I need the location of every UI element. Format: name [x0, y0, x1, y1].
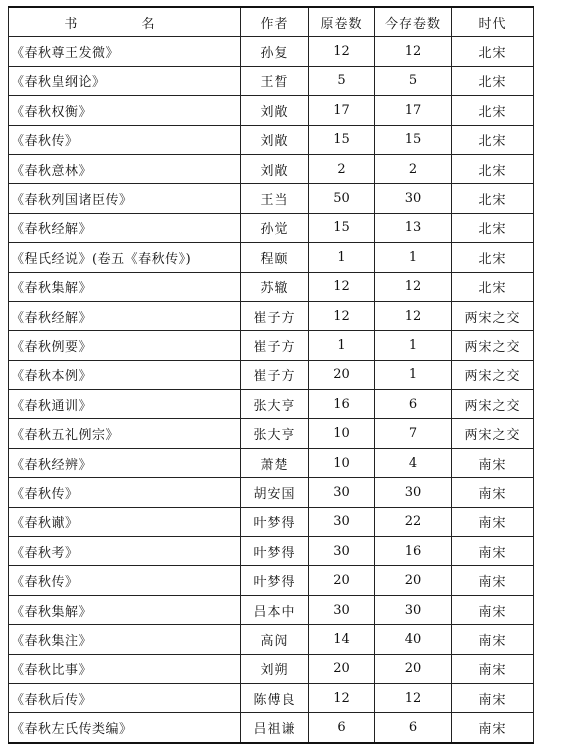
cell-original-volumes: 12 [309, 683, 375, 712]
table-row [9, 360, 534, 389]
cell-title: 《春秋集解》 [9, 595, 241, 624]
cell-title: 《春秋五礼例宗》 [9, 419, 241, 448]
cell-original-volumes: 20 [309, 360, 375, 389]
cell-author: 程颐 [241, 243, 309, 272]
cell-original-volumes: 30 [309, 537, 375, 566]
cell-author: 张大亨 [241, 419, 309, 448]
table-row [9, 331, 534, 360]
cell-era: 北宋 [452, 213, 534, 242]
cell-author: 孙复 [241, 37, 309, 66]
cell-extant-volumes: 4 [375, 448, 452, 477]
table-row [9, 507, 534, 536]
cell-era: 北宋 [452, 184, 534, 213]
cell-title: 《春秋左氏传类编》 [9, 713, 241, 743]
cell-original-volumes: 12 [309, 272, 375, 301]
table-row [9, 713, 534, 743]
cell-author: 吕本中 [241, 595, 309, 624]
cell-original-volumes: 12 [309, 301, 375, 330]
header-author: 作者 [241, 7, 309, 37]
cell-era: 南宋 [452, 595, 534, 624]
header-row [9, 7, 534, 37]
cell-title: 《春秋传》 [9, 478, 241, 507]
cell-title: 《春秋尊王发微》 [9, 37, 241, 66]
cell-era: 南宋 [452, 448, 534, 477]
cell-title: 《春秋本例》 [9, 360, 241, 389]
cell-extant-volumes: 22 [375, 507, 452, 536]
cell-era: 南宋 [452, 507, 534, 536]
table-row [9, 66, 534, 95]
cell-author: 刘敞 [241, 125, 309, 154]
cell-author: 刘敞 [241, 96, 309, 125]
cell-original-volumes: 16 [309, 390, 375, 419]
cell-extant-volumes: 15 [375, 125, 452, 154]
cell-title: 《春秋经解》 [9, 213, 241, 242]
cell-author: 萧楚 [241, 448, 309, 477]
table-row [9, 595, 534, 624]
cell-era: 北宋 [452, 37, 534, 66]
cell-author: 刘敞 [241, 154, 309, 183]
cell-extant-volumes: 7 [375, 419, 452, 448]
cell-original-volumes: 10 [309, 448, 375, 477]
table-row [9, 683, 534, 712]
cell-author: 张大亨 [241, 390, 309, 419]
cell-author: 叶梦得 [241, 537, 309, 566]
cell-original-volumes: 17 [309, 96, 375, 125]
cell-original-volumes: 14 [309, 625, 375, 654]
cell-era: 南宋 [452, 537, 534, 566]
cell-title: 《春秋通训》 [9, 390, 241, 419]
cell-author: 孙觉 [241, 213, 309, 242]
table-row [9, 125, 534, 154]
header-extant-volumes: 今存卷数 [375, 7, 452, 37]
cell-era: 两宋之交 [452, 331, 534, 360]
cell-era: 南宋 [452, 625, 534, 654]
cell-author: 胡安国 [241, 478, 309, 507]
cell-original-volumes: 20 [309, 654, 375, 683]
header-title: 书 名 [9, 7, 241, 37]
cell-author: 王晳 [241, 66, 309, 95]
cell-era: 两宋之交 [452, 419, 534, 448]
cell-title: 《春秋意林》 [9, 154, 241, 183]
cell-era: 北宋 [452, 96, 534, 125]
cell-extant-volumes: 1 [375, 243, 452, 272]
table-row [9, 243, 534, 272]
cell-era: 南宋 [452, 566, 534, 595]
table-row [9, 478, 534, 507]
cell-title: 《春秋集注》 [9, 625, 241, 654]
cell-original-volumes: 30 [309, 507, 375, 536]
cell-title: 《春秋经解》 [9, 301, 241, 330]
cell-author: 叶梦得 [241, 566, 309, 595]
table-row [9, 96, 534, 125]
cell-original-volumes: 12 [309, 37, 375, 66]
cell-original-volumes: 6 [309, 713, 375, 743]
table-body [9, 37, 534, 743]
cell-extant-volumes: 20 [375, 566, 452, 595]
cell-extant-volumes: 6 [375, 713, 452, 743]
table-row [9, 272, 534, 301]
cell-author: 崔子方 [241, 360, 309, 389]
cell-original-volumes: 50 [309, 184, 375, 213]
cell-extant-volumes: 13 [375, 213, 452, 242]
cell-extant-volumes: 2 [375, 154, 452, 183]
header-era: 时代 [452, 7, 534, 37]
cell-extant-volumes: 12 [375, 272, 452, 301]
cell-extant-volumes: 17 [375, 96, 452, 125]
table-row [9, 213, 534, 242]
cell-original-volumes: 10 [309, 419, 375, 448]
cell-extant-volumes: 12 [375, 301, 452, 330]
table-row [9, 625, 534, 654]
cell-title: 《春秋皇纲论》 [9, 66, 241, 95]
cell-author: 叶梦得 [241, 507, 309, 536]
table-row [9, 419, 534, 448]
cell-original-volumes: 30 [309, 478, 375, 507]
cell-era: 北宋 [452, 125, 534, 154]
cell-title: 《春秋传》 [9, 125, 241, 154]
table-row [9, 537, 534, 566]
cell-title: 《春秋经辨》 [9, 448, 241, 477]
cell-extant-volumes: 5 [375, 66, 452, 95]
cell-title: 《春秋列国诸臣传》 [9, 184, 241, 213]
cell-title: 《春秋集解》 [9, 272, 241, 301]
cell-title: 《春秋权衡》 [9, 96, 241, 125]
cell-extant-volumes: 1 [375, 360, 452, 389]
table-row [9, 301, 534, 330]
cell-extant-volumes: 30 [375, 595, 452, 624]
cell-title: 《春秋谳》 [9, 507, 241, 536]
cell-author: 陈傅良 [241, 683, 309, 712]
cell-original-volumes: 30 [309, 595, 375, 624]
cell-author: 崔子方 [241, 301, 309, 330]
cell-era: 北宋 [452, 272, 534, 301]
cell-extant-volumes: 1 [375, 331, 452, 360]
cell-era: 两宋之交 [452, 360, 534, 389]
cell-title: 《春秋后传》 [9, 683, 241, 712]
cell-era: 南宋 [452, 713, 534, 743]
cell-original-volumes: 1 [309, 331, 375, 360]
cell-extant-volumes: 30 [375, 478, 452, 507]
cell-extant-volumes: 12 [375, 683, 452, 712]
cell-original-volumes: 5 [309, 66, 375, 95]
cell-original-volumes: 1 [309, 243, 375, 272]
table-row [9, 184, 534, 213]
cell-original-volumes: 15 [309, 125, 375, 154]
cell-title: 《春秋考》 [9, 537, 241, 566]
book-table [8, 6, 534, 744]
cell-title: 《程氏经说》(卷五《春秋传》) [9, 243, 241, 272]
cell-extant-volumes: 16 [375, 537, 452, 566]
cell-title: 《春秋传》 [9, 566, 241, 595]
cell-extant-volumes: 12 [375, 37, 452, 66]
cell-author: 崔子方 [241, 331, 309, 360]
header-original-volumes: 原卷数 [309, 7, 375, 37]
table-row [9, 37, 534, 66]
table-row [9, 154, 534, 183]
cell-author: 吕祖谦 [241, 713, 309, 743]
cell-original-volumes: 20 [309, 566, 375, 595]
cell-extant-volumes: 20 [375, 654, 452, 683]
cell-era: 南宋 [452, 654, 534, 683]
cell-title: 《春秋例要》 [9, 331, 241, 360]
cell-title: 《春秋比事》 [9, 654, 241, 683]
cell-author: 刘朔 [241, 654, 309, 683]
table-row [9, 390, 534, 419]
cell-era: 南宋 [452, 478, 534, 507]
cell-era: 南宋 [452, 683, 534, 712]
table-row [9, 654, 534, 683]
table-row [9, 448, 534, 477]
cell-era: 北宋 [452, 66, 534, 95]
cell-author: 苏辙 [241, 272, 309, 301]
cell-extant-volumes: 6 [375, 390, 452, 419]
cell-author: 高闶 [241, 625, 309, 654]
cell-original-volumes: 15 [309, 213, 375, 242]
cell-original-volumes: 2 [309, 154, 375, 183]
cell-era: 北宋 [452, 243, 534, 272]
cell-era: 两宋之交 [452, 301, 534, 330]
cell-author: 王当 [241, 184, 309, 213]
table-row [9, 566, 534, 595]
cell-extant-volumes: 40 [375, 625, 452, 654]
cell-era: 北宋 [452, 154, 534, 183]
cell-era: 两宋之交 [452, 390, 534, 419]
cell-extant-volumes: 30 [375, 184, 452, 213]
